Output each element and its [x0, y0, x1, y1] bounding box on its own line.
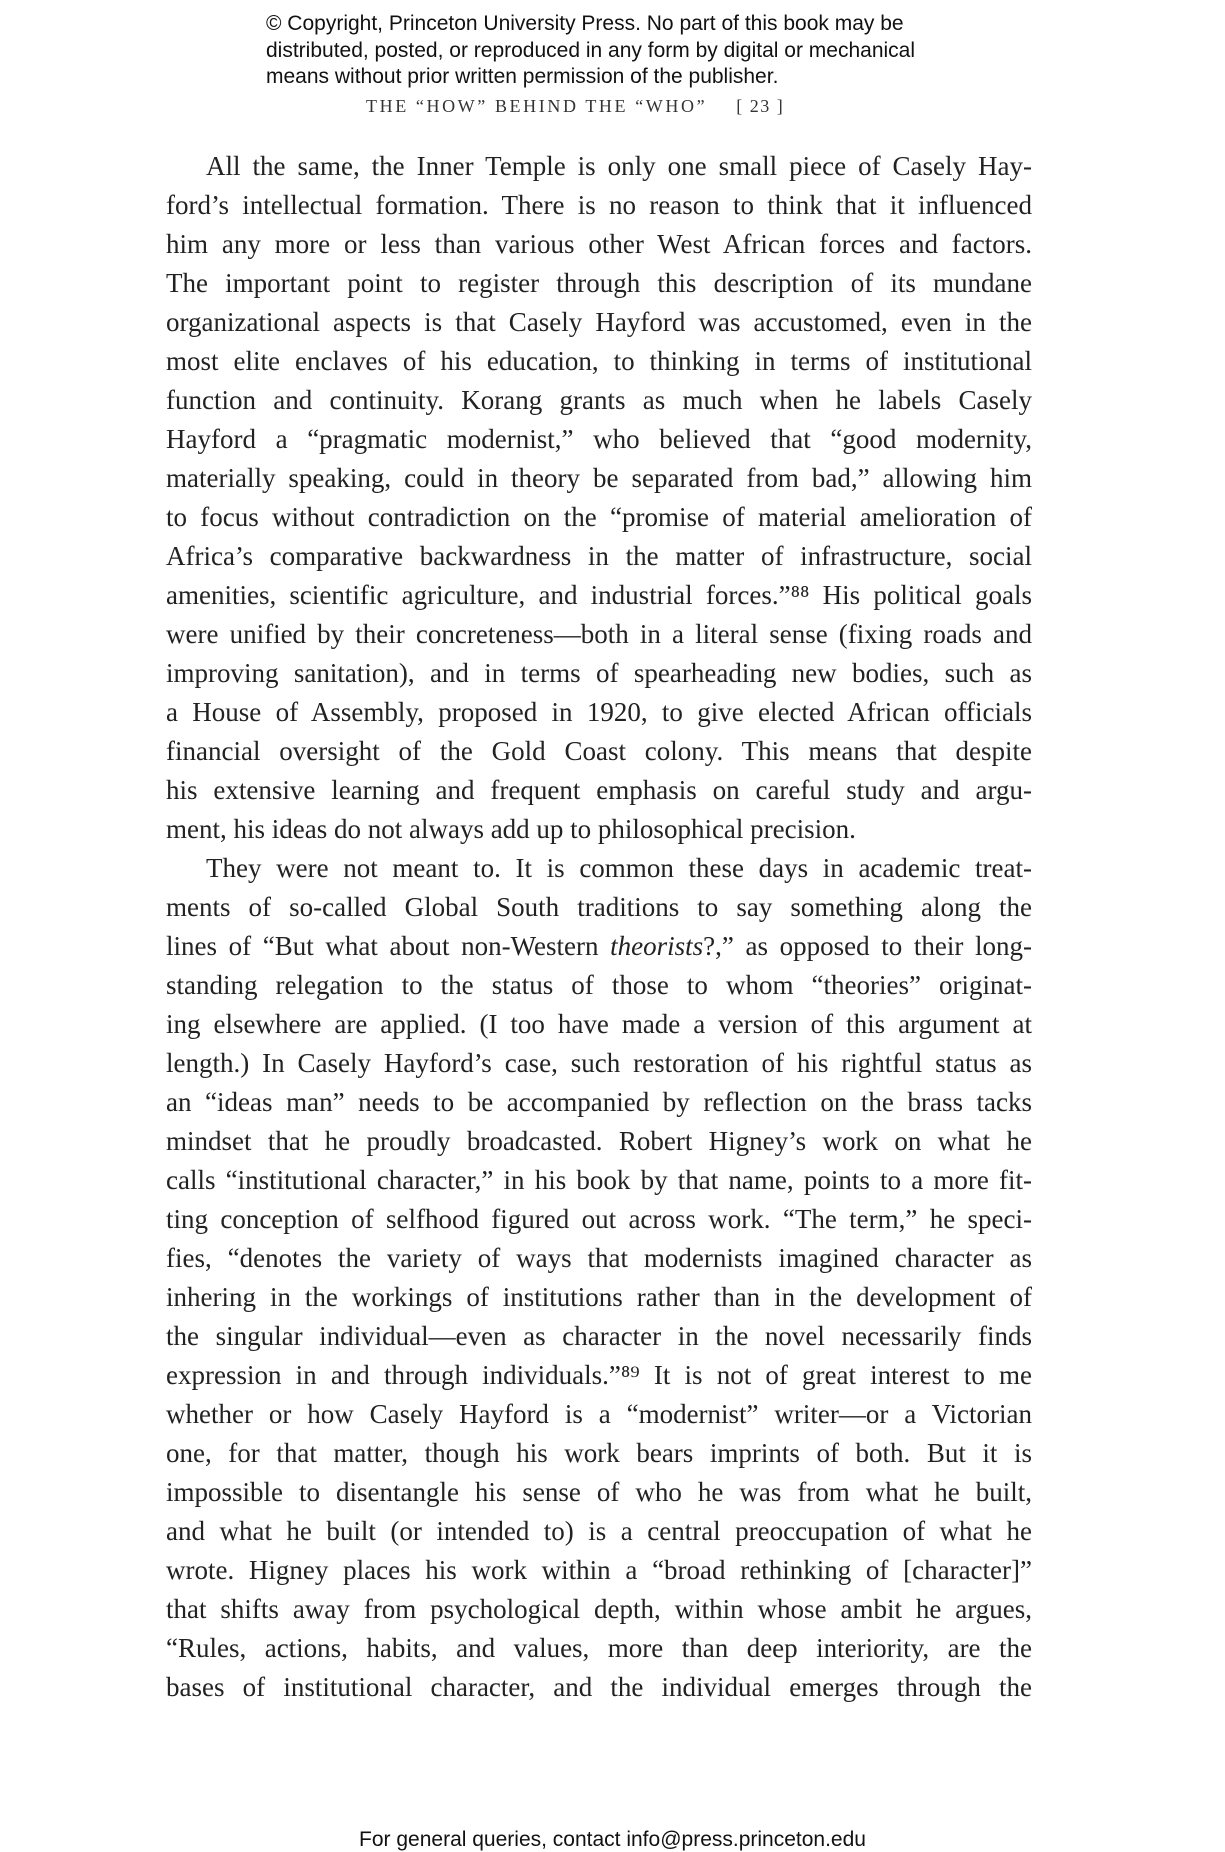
text-line: “Rules, actions, habits, and values, more than deep interiority, are the	[166, 1633, 1032, 1663]
text-line: most elite enclaves of his education, to thinking in terms of institutional	[166, 346, 1032, 376]
copyright-line: © Copyright, Princeton University Press. No part of this book may be	[266, 12, 904, 35]
running-head	[366, 96, 784, 117]
text-line: whether or how Casely Hayford is a “modernist” writer—or a Victorian	[166, 1399, 1032, 1429]
footer-contact: For general queries, contact info@press.princeton.edu	[359, 1828, 866, 1851]
text-line: calls “institutional character,” in his book by that name, points to a more fit-	[166, 1165, 1032, 1195]
text-line: to focus without contradiction on the “promise of material amelioration of	[166, 502, 1032, 532]
text-line: ford’s intellectual formation. There is no reason to think that it influenced	[166, 190, 1032, 220]
copyright-line: means without prior written permission of the publisher.	[266, 65, 779, 88]
text-line: and what he built (or intended to) is a central preoccupation of what he	[166, 1516, 1032, 1546]
text-line: improving sanitation), and in terms of spearheading new bodies, such as	[166, 658, 1032, 688]
text-line: The important point to register through this description of its mundane	[166, 268, 1032, 298]
text-line: organizational aspects is that Casely Hayford was accustomed, even in the	[166, 307, 1032, 337]
copyright-notice	[266, 11, 986, 91]
running-head-title: THE “HOW” BEHIND THE “WHO”	[366, 96, 708, 116]
text-line: that shifts away from psychological depth, within whose ambit he argues,	[166, 1594, 1032, 1624]
text-line: lines of “But what about non-Western theorists?,” as opposed to their long-	[166, 931, 1032, 961]
text-line: bases of institutional character, and the individual emerges through the	[166, 1672, 1032, 1702]
body-text	[166, 147, 1032, 1707]
text-line: Africa’s comparative backwardness in the matter of infrastructure, social	[166, 541, 1032, 571]
text-line: standing relegation to the status of those to whom “theories” originat-	[166, 970, 1032, 1000]
page-number: [ 23 ]	[736, 96, 785, 116]
text-line: expression in and through individuals.”⁸⁹ It is not of great interest to me	[166, 1360, 1032, 1390]
text-line: All the same, the Inner Temple is only one small piece of Casely Hay-	[206, 151, 1032, 181]
text-line: materially speaking, could in theory be separated from bad,” allowing him	[166, 463, 1032, 493]
text-line: They were not meant to. It is common these days in academic treat-	[206, 853, 1032, 883]
text-line: were unified by their concreteness—both in a literal sense (fixing roads and	[166, 619, 1032, 649]
text-line: his extensive learning and frequent emphasis on careful study and argu-	[166, 775, 1032, 805]
text-line: the singular individual—even as character in the novel necessarily finds	[166, 1321, 1032, 1351]
text-line: ing elsewhere are applied. (I too have made a version of this argument at	[166, 1009, 1032, 1039]
text-line: ting conception of selfhood figured out across work. “The term,” he speci-	[166, 1204, 1032, 1234]
text-line: one, for that matter, though his work bears imprints of both. But it is	[166, 1438, 1032, 1468]
text-line: financial oversight of the Gold Coast colony. This means that despite	[166, 736, 1032, 766]
text-line: length.) In Casely Hayford’s case, such restoration of his rightful status as	[166, 1048, 1032, 1078]
text-line: inhering in the workings of institutions rather than in the development of	[166, 1282, 1032, 1312]
text-line: him any more or less than various other West African forces and factors.	[166, 229, 1032, 259]
copyright-line: distributed, posted, or reproduced in any form by digital or mechanical	[266, 38, 916, 62]
text-line: an “ideas man” needs to be accompanied by reflection on the brass tacks	[166, 1087, 1032, 1117]
text-line: ments of so-called Global South traditions to say something along the	[166, 892, 1032, 922]
text-line: a House of Assembly, proposed in 1920, to give elected African officials	[166, 697, 1032, 727]
text-line: wrote. Higney places his work within a “broad rethinking of [character]”	[166, 1555, 1032, 1585]
text-line: ment, his ideas do not always add up to philosophical precision.	[166, 814, 856, 844]
text-line: impossible to disentangle his sense of who he was from what he built,	[166, 1477, 1032, 1507]
text-line: mindset that he proudly broadcasted. Robert Higney’s work on what he	[166, 1126, 1032, 1156]
text-line: Hayford a “pragmatic modernist,” who believed that “good modernity,	[166, 424, 1032, 454]
text-line: function and continuity. Korang grants as much when he labels Casely	[166, 385, 1032, 415]
text-line: amenities, scientific agriculture, and industrial forces.”⁸⁸ His political goals	[166, 580, 1032, 610]
text-line: fies, “denotes the variety of ways that modernists imagined character as	[166, 1243, 1032, 1273]
